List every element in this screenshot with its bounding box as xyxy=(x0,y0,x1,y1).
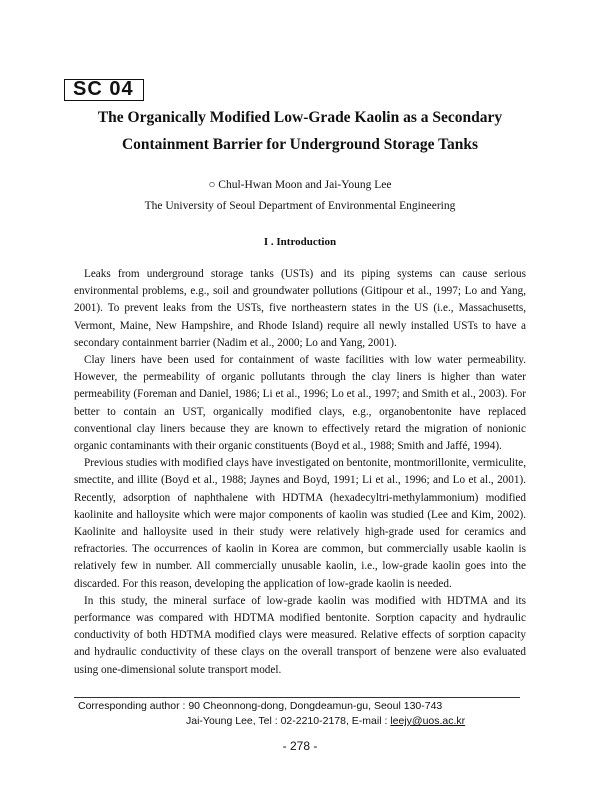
paragraph: Clay liners have been used for containment of waste facilities with low water permeability. However, the permeability of organic pollutants through the clay liners is higher than water permeability (Foreman and Daniel, 1986; Li et al., 1996; Lo et al., 1997; and Smith et al., 2003). For better to contain an UST, organically modified clays, e.g., organobentonite have replaced conventional clay liners because they are known to effectively retard the migration of nonionic organic contaminants with their organic constituents (Boyd et al., 1988; Smith and Jaffé, 1994). xyxy=(74,354,526,453)
title-line-2: Containment Barrier for Underground Storage Tanks xyxy=(121,136,479,153)
authors: ○ Chul-Hwan Moon and Jai-Young Lee xyxy=(208,179,392,191)
title-line-1: The Organically Modified Low-Grade Kaolin as a Secondary xyxy=(97,109,503,126)
section-heading: I . Introduction xyxy=(263,236,337,248)
footnote-contact-text: Jai-Young Lee, Tel : 02-2210-2178, E-mail : xyxy=(186,715,391,727)
footnote xyxy=(74,699,526,729)
footnote-address: Corresponding author : 90 Cheonnong-dong, Dongdeamun-gu, Seoul 130-743 xyxy=(78,700,443,712)
email-link[interactable]: leejy@uos.ac.kr xyxy=(390,715,466,727)
page-number: - 278 - xyxy=(282,739,318,753)
paragraph: Previous studies with modified clays have investigated on bentonite, montmorillonite, vermiculite, smectite, and illite (Boyd et al., 1988; Jaynes and Boyd, 1991; Li et al., 1996; and Lo et al., 2001). Recently, adsorption of naphthalene with HDTMA (hexadecyltri-methylammonium) modified kaolinite and halloysite which were major components of kaolin was studied (Lee and Kim, 2002). Kaolinite and halloysite used in their study were relatively high-grade used for ceramics and refractories. The occurrences of kaolin in Korea are common, but commercially usable kaolin is relatively few in number. All commercially unusable kaolin, i.e., low-grade kaolin goes into the discarded. For this reason, developing the application of low-grade kaolin is needed. xyxy=(74,457,526,590)
affiliation: The University of Seoul Department of Environmental Engineering xyxy=(144,200,456,212)
introduction-body xyxy=(74,266,526,679)
paragraph: In this study, the mineral surface of low-grade kaolin was modified with HDTMA and its performance was compared with HDTMA modified bentonite. Sorption capacity and hydraulic conductivity of both HDTMA modified clays were measured. Relative effects of sorption capacity and hydraulic conductivity of these clays on the overall transport of benzene were also evaluated using one-dimensional solute transport model. xyxy=(74,594,526,676)
paragraph: Leaks from underground storage tanks (USTs) and its piping systems can cause serious environmental problems, e.g., soil and groundwater pollutions (Gitipour et al., 1997; Lo and Yang, 2001). To prevent leaks from the USTs, five northeastern states in the US (i.e., Massachusetts, Vermont, Maine, New Hampshire, and Rhode Island) require all newly installed USTs to have a secondary containment barrier (Nadim et al., 2000; Lo and Yang, 2001). xyxy=(74,268,526,349)
session-code-box xyxy=(64,79,144,101)
paper-title xyxy=(60,104,540,158)
footnote-contact xyxy=(74,714,526,729)
session-code: SC 04 xyxy=(73,78,134,100)
footnote-divider xyxy=(74,697,520,698)
